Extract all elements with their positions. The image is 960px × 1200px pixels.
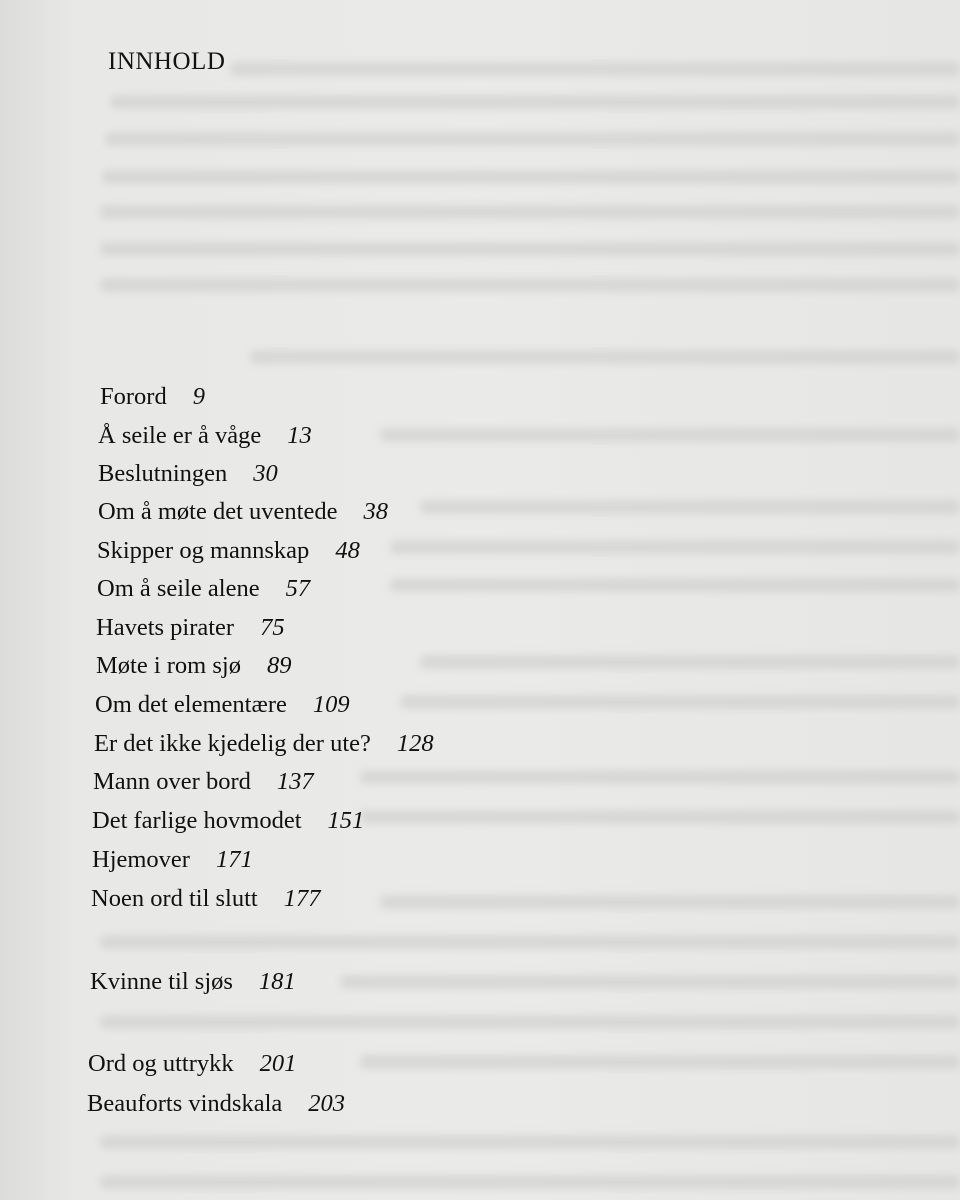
toc-entry-title: Mann over bord [93, 768, 251, 795]
toc-entry-page: 137 [276, 768, 314, 795]
toc-entry [94, 730, 434, 758]
toc-entry-page: 38 [363, 498, 388, 525]
toc-entry [96, 652, 291, 680]
toc-entry-title: Skipper og mannskap [97, 537, 310, 564]
toc-entry-page: 75 [260, 614, 285, 641]
toc-entry-page: 109 [312, 691, 350, 718]
toc-entry-title: Beauforts vindskala [87, 1090, 283, 1117]
toc-entry-title: Ord og uttrykk [88, 1050, 234, 1077]
toc-entry-title: Noen ord til slutt [91, 885, 258, 912]
toc-entry [98, 460, 278, 488]
toc-entry [88, 1050, 296, 1078]
toc-entry-page: 30 [253, 460, 278, 487]
toc-entry-page: 128 [396, 730, 434, 757]
toc-entry [100, 383, 205, 411]
toc-entry-page: 9 [192, 383, 205, 410]
toc-entry-title: Å seile er å våge [98, 422, 262, 449]
toc-entry [87, 1090, 345, 1118]
toc-entry-page: 203 [308, 1090, 346, 1117]
toc-entry-page: 181 [258, 968, 296, 995]
toc-entry-page: 201 [259, 1050, 297, 1077]
toc-entry [97, 537, 360, 565]
toc-entry [96, 614, 285, 642]
toc-entry-page: 151 [327, 807, 365, 834]
toc-entry-title: Om det elementære [95, 691, 287, 718]
toc-entry-title: Hjemover [92, 846, 190, 873]
toc-entry-title: Havets pirater [96, 614, 235, 641]
toc-entry-title: Forord [100, 383, 167, 410]
toc-entry-page: 57 [285, 575, 311, 602]
toc-entry [90, 968, 296, 996]
toc-entry [93, 768, 314, 796]
toc-entry-title: Om å seile alene [97, 575, 260, 602]
toc-entry-title: Er det ikke kjedelig der ute? [94, 730, 371, 757]
toc-entry [92, 846, 253, 874]
toc-entry-title: Om å møte det uventede [98, 498, 338, 525]
toc-entry-page: 13 [287, 422, 312, 449]
toc-entry [95, 691, 350, 719]
toc-entry [97, 575, 310, 603]
toc-entry-title: Det farlige hovmodet [92, 807, 302, 834]
toc-entry-page: 171 [215, 846, 253, 873]
toc-entry [98, 498, 388, 526]
toc-entry-page: 89 [266, 652, 292, 679]
toc-heading: INNHOLD [108, 48, 226, 75]
toc-entry-page: 48 [335, 537, 360, 564]
toc-entry-page: 177 [283, 885, 321, 912]
toc-entry [92, 807, 364, 835]
toc-entry-title: Beslutningen [98, 460, 228, 487]
toc-entry-title: Møte i rom sjø [96, 652, 241, 679]
toc-entry [91, 885, 320, 913]
toc-entry-title: Kvinne til sjøs [90, 968, 233, 995]
toc-entry [98, 422, 312, 450]
